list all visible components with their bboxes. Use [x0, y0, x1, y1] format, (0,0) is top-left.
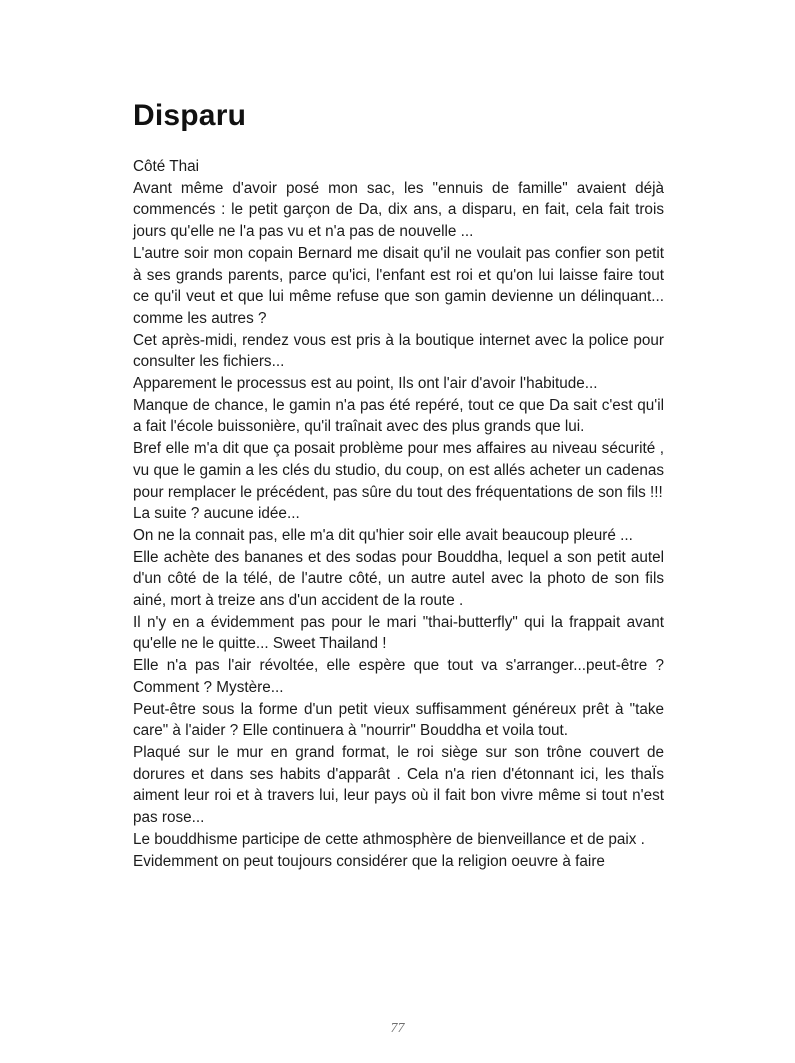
paragraph: Cet après-midi, rendez vous est pris à la boutique internet avec la police pour consulter les fichiers...: [133, 331, 664, 371]
page-title: Disparu: [133, 99, 247, 132]
paragraph: Elle achète des bananes et des sodas pour Bouddha, lequel a son petit autel d'un côté de la télé, de l'autre côté, un autre autel avec la photo de son fils ainé, mort à treize ans d'un accident de la route .: [133, 548, 664, 610]
paragraph: Bref elle m'a dit que ça posait problème pour mes affaires au niveau sécurité , vu que le gamin a les clés du studio, du coup, on est allés acheter un cadenas pour remplacer le précédent, pas sûre du tout des fréquentations de son fils !!!: [133, 440, 664, 501]
page-number: 77: [390, 1021, 405, 1036]
paragraph: Il n'y en a évidemment pas pour le mari "thai-butterfly" qui la frappait avant qu'elle ne le quitte... Sweet Thailand !: [133, 613, 664, 653]
paragraph: Le bouddhisme participe de cette athmosphère de bienveillance et de paix .: [133, 830, 645, 848]
paragraph: Manque de chance, le gamin n'a pas été repéré, tout ce que Da sait c'est qu'il a fait l'école buissonière, qu'il traînait avec des plus grands que lui.: [133, 396, 664, 436]
paragraph: Peut-être sous la forme d'un petit vieux suffisamment généreux prêt à "take care" à l'aider ? Elle continuera à "nourrir" Bouddha et voila tout.: [133, 700, 664, 740]
paragraph: Avant même d'avoir posé mon sac, les "ennuis de famille" avaient déjà commencés : le petit garçon de Da, dix ans, a disparu, en fait, cela fait trois jours qu'elle ne l'a pas vu et n'a pas de nouvelle ...: [133, 179, 664, 241]
paragraph: Plaqué sur le mur en grand format, le roi siège sur son trône couvert de dorures et dans ses habits d'apparât . Cela n'a rien d'étonnant ici, les thaÏs aiment leur roi et à travers lui, leur pays où il fait bon vivre même si tout n'est pas rose...: [133, 743, 664, 827]
page-content: [133, 99, 664, 872]
paragraph: La suite ? aucune idée...: [133, 505, 300, 523]
paragraph: On ne la connait pas, elle m'a dit qu'hier soir elle avait beaucoup pleuré ...: [133, 526, 633, 544]
body-text: [133, 156, 664, 872]
paragraph: Côté Thai: [133, 158, 200, 175]
paragraph: Apparement le processus est au point, Ils ont l'air d'avoir l'habitude...: [133, 375, 598, 393]
paragraph: L'autre soir mon copain Bernard me disait qu'il ne voulait pas confier son petit à ses grands parents, parce qu'ici, l'enfant est roi et qu'on lui laisse faire tout ce qu'il veut et que lui même refuse que son gamin devienne un délinquant... comme les autres ?: [133, 244, 664, 327]
paragraph: Elle n'a pas l'air révoltée, elle espère que tout va s'arranger...peut-être ? Comment ? Mystère...: [133, 657, 664, 696]
paragraph: Evidemment on peut toujours considérer que la religion oeuvre à faire: [133, 852, 605, 870]
